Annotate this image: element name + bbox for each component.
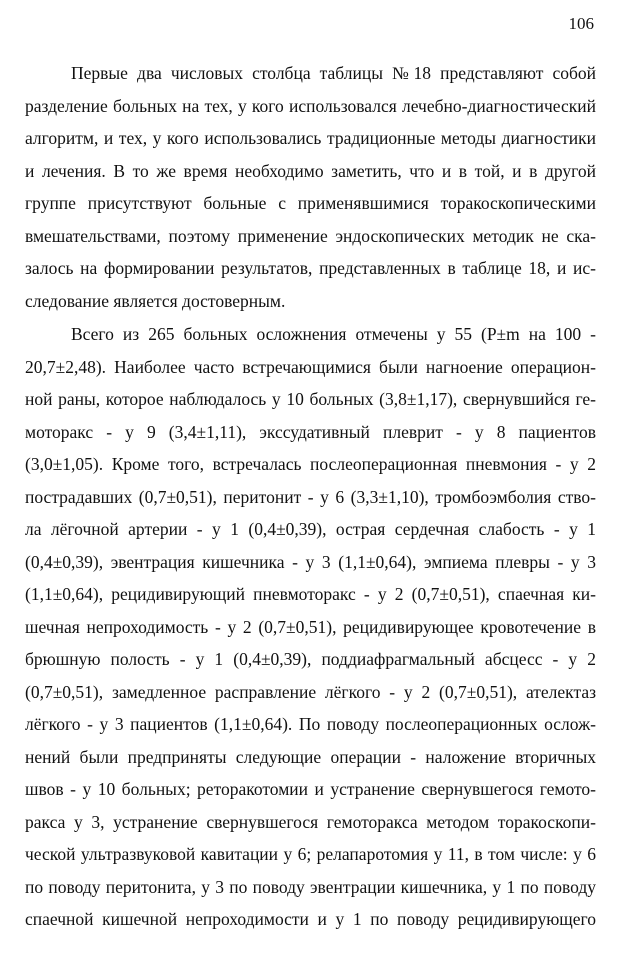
text-line: шечная непроходимость - у 2 (0,7±0,51), рецидивирующее кровотечение в [25, 616, 596, 637]
text-line: 20,7±2,48). Наиболее часто встречающимися были нагноение операцион- [25, 356, 596, 377]
body-text [25, 57, 596, 936]
text-line: разделение больных на тех, у кого использовался лечебно-диагностический [25, 95, 596, 116]
text-line: залось на формировании результатов, представленных в таблице 18, и ис- [25, 258, 596, 278]
text-line: моторакс - у 9 (3,4±1,11), экссудативный плеврит - у 8 пациентов [25, 421, 596, 442]
text-line: брюшную полость - у 1 (0,4±0,39), поддиафрагмальный абсцесс - у 2 [25, 649, 596, 669]
text-line: ла лёгочной артерии - у 1 (0,4±0,39), острая сердечная слабость - у 1 [25, 519, 596, 539]
page-number: 106 [568, 14, 594, 33]
text-line: вмешательствами, поэтому применение эндоскопических методик не ска- [25, 225, 596, 246]
text-line: лёгкого - у 3 пациентов (1,1±0,64). По поводу послеоперационных ослож- [25, 714, 596, 734]
text-line: ческой ультразвуковой кавитации у 6; релапаротомия у 11, в том числе: у 6 [25, 844, 596, 864]
text-line: и лечения. В то же время необходимо заметить, что и в той, и в другой [25, 160, 596, 181]
text-line: ракса у 3, устранение свернувшегося гемоторакса методом торакоскопи- [25, 811, 596, 832]
text-line: (0,4±0,39), эвентрация кишечника - у 3 (1,1±0,64), эмпиема плевры - у 3 [25, 551, 596, 572]
text-line: ной раны, которое наблюдалось у 10 больных (3,8±1,17), свернувшийся ге- [25, 389, 596, 409]
text-line: Всего из 265 больных осложнения отмечены у 55 (Р±m на 100 - [71, 324, 596, 344]
text-line: по поводу перитонита, у 3 по поводу эвентрации кишечника, у 1 по поводу [25, 876, 596, 897]
text-line: группе присутствуют больные с применявшимися торакоскопическими [25, 193, 596, 213]
text-line: Первые два числовых столбца таблицы №18 представляют собой [71, 63, 596, 83]
text-line: спаечной кишечной непроходимости и у 1 по поводу рецидивирующего [25, 909, 596, 929]
text-line: (1,1±0,64), рецидивирующий пневмоторакс - у 2 (0,7±0,51), спаечная ки- [25, 584, 596, 604]
text-line: пострадавших (0,7±0,51), перитонит - у 6 (3,3±1,10), тромбоэмболия ство- [25, 486, 596, 507]
text-line: нений были предприняты следующие операции - наложение вторичных [25, 746, 596, 767]
text-line: (0,7±0,51), замедленное расправление лёгкого - у 2 (0,7±0,51), ателектаз [25, 681, 596, 702]
text-line: (3,0±1,05). Кроме того, встречалась послеоперационная пневмония - у 2 [25, 454, 596, 474]
text-line: следование является достоверным. [25, 290, 286, 311]
text-line: алгоритм, и тех, у кого использовались традиционные методы диагностики [25, 128, 596, 148]
text-line: швов - у 10 больных; реторакотомии и устранение свернувшегося гемото- [25, 779, 596, 799]
